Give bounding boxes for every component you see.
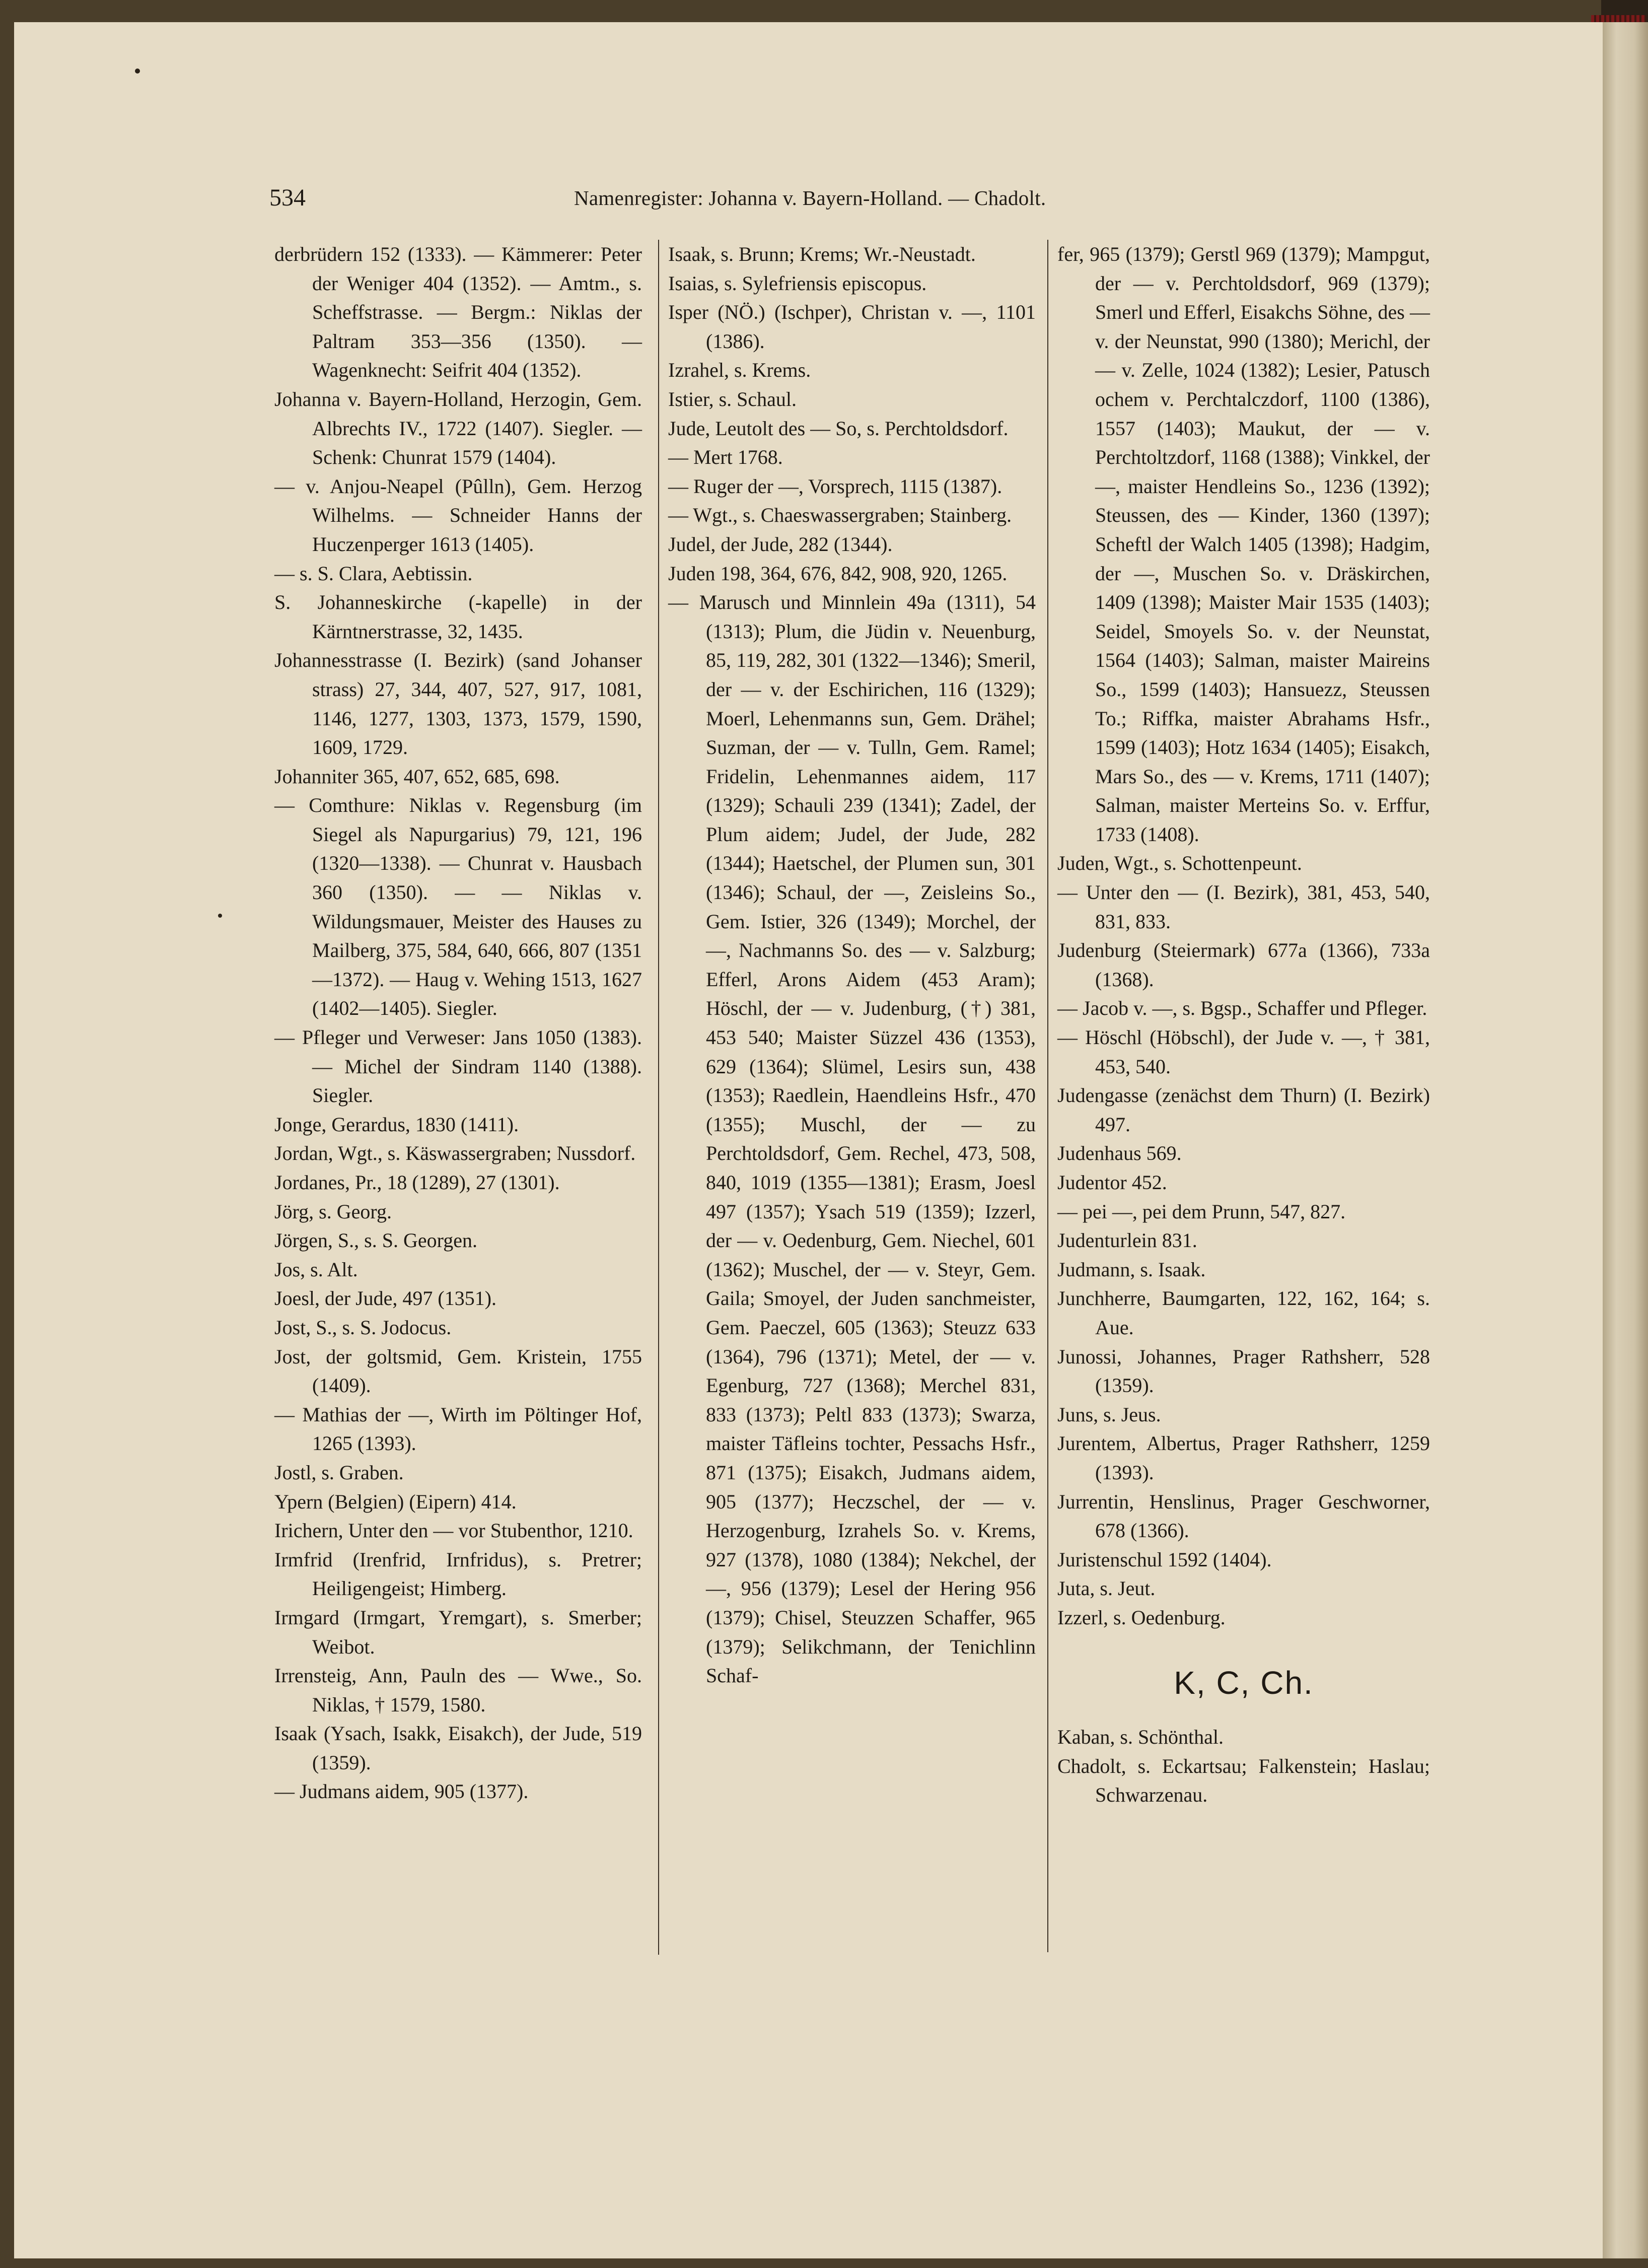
index-entry: — Höschl (Höbschl), der Jude v. —, † 381, 453, 540. (1057, 1026, 1430, 1078)
index-entry: Kaban, s. Schönthal. (1057, 1726, 1224, 1749)
index-entry: Izrahel, s. Krems. (668, 359, 811, 382)
index-entry: Irrensteig, Ann, Pauln des — Wwe., So. Niklas, † 1579, 1580. (274, 1664, 642, 1716)
index-entry: Judmann, s. Isaak. (1057, 1258, 1206, 1281)
index-entry: — Mathias der —, Wirth im Pöltinger Hof, 1265 (1393). (274, 1403, 642, 1455)
column-divider (658, 240, 659, 1955)
index-entry: Izzerl, s. Oedenburg. (1057, 1606, 1226, 1629)
index-entry: Juristenschul 1592 (1404). (1057, 1548, 1272, 1571)
index-entry: Jurrentin, Henslinus, Prager Geschworner, 678 (1366). (1057, 1490, 1430, 1542)
index-entry: — Mert 1768. (668, 446, 783, 469)
index-entry: derbrüdern 152 (1333). — Kämmerer: Peter der Weniger 404 (1352). — Amtm., s. Scheffstrasse. — Bergm.: Niklas der Paltram 353—356 (1350). — Wagenknecht: Seifrit 404 (1352). (274, 243, 642, 382)
index-entry: — Unter den — (I. Bezirk), 381, 453, 540, 831, 833. (1057, 881, 1430, 933)
index-column-3 (1057, 240, 1430, 1810)
index-entry: Judengasse (zenächst dem Thurn) (I. Bezirk) 497. (1057, 1084, 1430, 1136)
running-title: Namenregister: Johanna v. Bayern-Holland. — Chadolt. (574, 186, 1046, 210)
index-entry: Irmfrid (Irenfrid, Irnfridus), s. Pretrer; Heiligengeist; Himberg. (274, 1548, 642, 1600)
section-heading: K, C, Ch. (1174, 1664, 1314, 1701)
index-entry: — v. Anjou-Neapel (Pûlln), Gem. Herzog Wilhelms. — Schneider Hanns der Huczenperger 1613 (1405). (274, 474, 642, 556)
index-entry: Judel, der Jude, 282 (1344). (668, 532, 893, 556)
index-entry: — Ruger der —, Vorsprech, 1115 (1387). (668, 474, 1002, 498)
index-entry: Irichern, Unter den — vor Stubenthor, 1210. (274, 1519, 633, 1542)
index-entry: Johanna v. Bayern-Holland, Herzogin, Gem. Albrechts IV., 1722 (1407). Siegler. — Schenk: Chunrat 1579 (1404). (274, 387, 642, 469)
index-entry: fer, 965 (1379); Gerstl 969 (1379); Mampgut, der — v. Perchtoldsdorf, 969 (1379); Smerl und Efferl, Eisakchs Söhne, des — v. der Neunstat, 990 (1380); Merichl, der — v. Zelle, 1024 (1382); Lesier, Patusch ochem v. Perchtalczdorf, 1100 (1386), 1557 (1403); Maukut, der — v. Perchtoltzdorf, 1168 (1388); Vinkkel, der —, maister Hendleins So., 1236 (1392); Steussen, des — Kinder, 1360 (1397); Scheftl der Walch 1405 (1398); Hadgim, der —, Muschen So. v. Dräskirchen, 1409 (1398); Maister Mair 1535 (1403); Seidel, Smoyels So. v. der Neunstat, 1564 (1403); Salman, maister Maireins So., 1599 (1403); Hansuezz, Steussen To.; Riffka, maister Abrahams Hsfr., 1599 (1403); Hotz 1634 (1405); Eisakch, Mars So., des — v. Krems, 1711 (1407); Salman, maister Merteins So. v. Erffur, 1733 (1408). (1057, 243, 1430, 846)
column-divider (1047, 240, 1048, 1952)
page-gutter (1603, 22, 1648, 2258)
index-entry: Juden 198, 364, 676, 842, 908, 920, 1265. (668, 562, 1008, 585)
index-entry: Chadolt, s. Eckartsau; Falkenstein; Haslau; Schwarzenau. (1057, 1754, 1430, 1807)
index-entry: Jonge, Gerardus, 1830 (1411). (274, 1113, 519, 1136)
index-entry: Istier, s. Schaul. (668, 387, 797, 410)
index-entry: Jurentem, Albertus, Prager Rathsherr, 1259 (1393). (1057, 1432, 1430, 1484)
binding-thread (1591, 15, 1646, 22)
index-entry: Jostl, s. Graben. (274, 1461, 404, 1484)
index-column-2 (668, 240, 1036, 1690)
index-entry: Johannesstrasse (I. Bezirk) (sand Johanser strass) 27, 344, 407, 527, 917, 1081, 1146, 1277, 1303, 1373, 1579, 1590, 1609, 1729. (274, 649, 642, 759)
index-entry: Jost, der goltsmid, Gem. Kristein, 1755 (1409). (274, 1345, 642, 1397)
index-entry: Jude, Leutolt des — So, s. Perchtoldsdorf. (668, 417, 1009, 440)
page-speck (218, 914, 222, 918)
index-entry: — pei —, pei dem Prunn, 547, 827. (1057, 1200, 1346, 1223)
page-speck (135, 68, 140, 74)
index-entry: Jörg, s. Georg. (274, 1200, 392, 1223)
index-entry: Jordanes, Pr., 18 (1289), 27 (1301). (274, 1171, 560, 1194)
index-entry: Jost, S., s. S. Jodocus. (274, 1316, 452, 1339)
running-header (0, 184, 1648, 214)
index-entry: Judenturlein 831. (1057, 1229, 1197, 1252)
index-entry: Isaak, s. Brunn; Krems; Wr.-Neustadt. (668, 243, 976, 265)
index-entry: Juns, s. Jeus. (1057, 1403, 1161, 1426)
index-entry: Joesl, der Jude, 497 (1351). (274, 1287, 497, 1310)
index-entry: Juta, s. Jeut. (1057, 1577, 1156, 1600)
index-entry: — Judmans aidem, 905 (1377). (274, 1780, 529, 1803)
index-entry: Jos, s. Alt. (274, 1258, 358, 1281)
index-entry: Juden, Wgt., s. Schottenpeunt. (1057, 852, 1302, 875)
index-entry: Irmgard (Irmgart, Yremgart), s. Smerber; Weibot. (274, 1606, 642, 1658)
index-entry: Jordan, Wgt., s. Käswassergraben; Nussdorf. (274, 1142, 636, 1165)
index-entry: Isaak (Ysach, Isakk, Eisakch), der Jude, 519 (1359). (274, 1722, 642, 1774)
index-entry: — Comthure: Niklas v. Regensburg (im Siegel als Napurgarius) 79, 121, 196 (1320—1338). — Chunrat v. Hausbach 360 (1350). — — Niklas v. Wildungsmauer, Meister des Hauses zu Mailberg, 375, 584, 640, 666, 807 (1351—1372). — Haug v. Wehing 1513, 1627 (1402—1405). Siegler. (274, 794, 642, 1020)
index-entry: Judenburg (Steiermark) 677a (1366), 733a (1368). (1057, 939, 1430, 991)
index-entry: — Pfleger und Verweser: Jans 1050 (1383). — Michel der Sindram 1140 (1388). Siegler. (274, 1026, 642, 1107)
index-entry: Johanniter 365, 407, 652, 685, 698. (274, 765, 560, 788)
index-entry: Judentor 452. (1057, 1171, 1167, 1194)
index-entry: Junossi, Johannes, Prager Rathsherr, 528 (1359). (1057, 1345, 1430, 1397)
index-entry: S. Johanneskirche (-kapelle) in der Kärntnerstrasse, 32, 1435. (274, 591, 642, 643)
index-entry: Jörgen, S., s. S. Georgen. (274, 1229, 477, 1252)
index-entry: Isaias, s. Sylefriensis episcopus. (668, 271, 927, 295)
index-column-1 (274, 240, 642, 1806)
index-entry: Isper (NÖ.) (Ischper), Christan v. —, 1101 (1386). (668, 301, 1036, 353)
index-entry: — Jacob v. —, s. Bgsp., Schaffer und Pfleger. (1057, 997, 1427, 1020)
index-entry: Ypern (Belgien) (Eipern) 414. (274, 1490, 517, 1513)
index-entry: — Marusch und Minnlein 49a (1311), 54 (1313); Plum, die Jüdin v. Neuenburg, 85, 119, 282, 301 (1322—1346); Smeril, der — v. der Eschirichen, 116 (1329); Moerl, Lehenmanns sun, Gem. Drähel; Suzman, der — v. Tulln, Gem. Ramel; Fridelin, Lehenmannes aidem, 117 (1329); Schauli 239 (1341); Zadel, der Plum aidem; Judel, der Jude, 282 (1344); Haetschel, der Plumen sun, 301 (1346); Schaul, der —, Zeisleins So., Gem. Istier, 326 (1349); Morchel, der —, Nachmanns So. des — v. Salzburg; Efferl, Arons Aidem (453 Aram); Höschl, der — v. Judenburg, (†) 381, 453 540; Maister Süzzel 436 (1353), 629 (1364); Slümel, Lesirs sun, 438 (1353); Raedlein, Haendleins Hsfr., 470 (1355); Muschl, der — zu Perchtoldsdorf, Gem. Rechel, 473, 508, 840, 1019 (1355—1381); Erasm, Joesl 497 (1357); Ysach 519 (1359); Izzerl, der — v. Oedenburg, Gem. Niechel, 601 (1362); Muschel, der — v. Steyr, Gem. Gaila; Smoyel, der Juden sanchmeister, Gem. Paeczel, 605 (1363); Steuzz 633 (1364), 796 (1371); Metel, der — v. Egenburg, 727 (1368); Merchel 831, 833 (1373); Peltl 833 (1373); Swarza, maister Täfleins tochter, Pessachs Hsfr., 871 (1375); Eisakch, Judmans aidem, 905 (1377); Heczschel, der — v. Herzogenburg, Izrahels So. v. Krems, 927 (1378), 1080 (1384); Nekchel, der —, 956 (1379); Lesel der Hering 956 (1379); Chisel, Steuzzen Schaffer, 965 (1379); Selikchmann, der Tenichlinn Schaf- (668, 591, 1036, 1687)
index-entry: Judenhaus 569. (1057, 1142, 1182, 1165)
index-entry: — Wgt., s. Chaeswassergraben; Stainberg. (668, 504, 1012, 527)
index-entry: — s. S. Clara, Aebtissin. (274, 562, 473, 585)
page-number: 534 (269, 184, 306, 211)
index-entry: Junchherre, Baumgarten, 122, 162, 164; s. Aue. (1057, 1287, 1430, 1339)
